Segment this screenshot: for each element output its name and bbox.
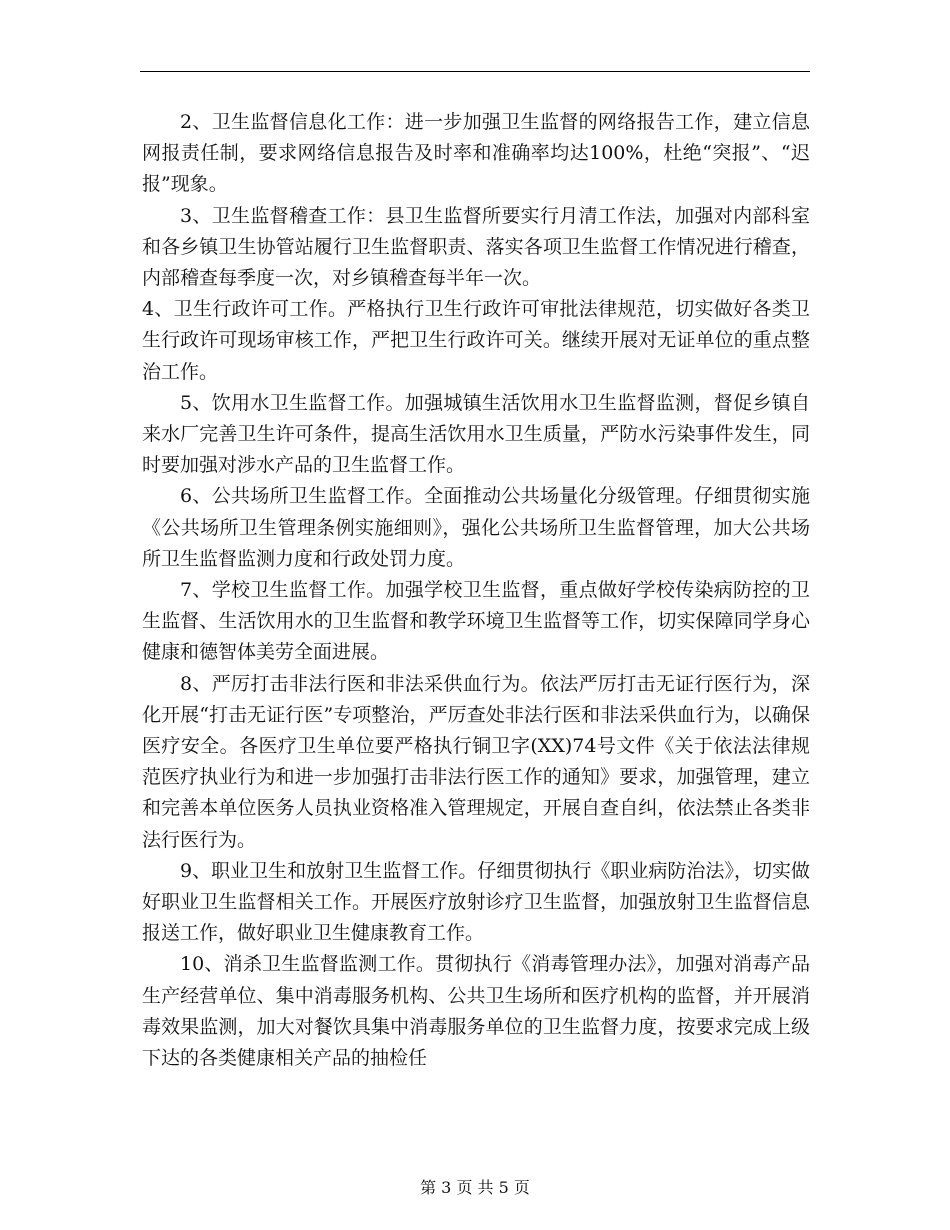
page-number-footer: 第 3 页 共 5 页 bbox=[420, 1178, 530, 1197]
paragraph-item-7: 7、学校卫生监督工作。加强学校卫生监督，重点做好学校传染病防控的卫生监督、生活饮用水的卫生监督和教学环境卫生监督等工作，切实保障同学身心健康和德智体美劳全面进展。 bbox=[142, 579, 810, 664]
paragraph-item-8: 8、严厉打击非法行医和非法采供血行为。依法严厉打击无证行医行为，深化开展“打击无证行医”专项整治，严厉查处非法行医和非法采供血行为，以确保医疗安全。各医疗卫生单位要严格执行铜卫字(XX)74号文件《关于依法法律规范医疗执业行为和进一步加强打击非法行医工作的通知》要求，加强管理，建立和完善本单位医务人员执业资格准入管理规定，开展自查自纠，依法禁止各类非法行医行为。 bbox=[142, 672, 810, 851]
paragraph-item-10: 10、消杀卫生监督监测工作。贯彻执行《消毒管理办法》，加强对消毒产品生产经营单位、集中消毒服务机构、公共卫生场所和医疗机构的监督，并开展消毒效果监测，加大对餐饮具集中消毒服务单位的卫生监督力度，按要求完成上级下达的各类健康相关产品的抽检任 bbox=[142, 953, 810, 1070]
paragraph-item-6: 6、公共场所卫生监督工作。全面推动公共场量化分级管理。仔细贯彻实施《公共场所卫生管理条例实施细则》，强化公共场所卫生监督管理，加大公共场所卫生监督监测力度和行政处罚力度。 bbox=[142, 485, 810, 570]
paragraph-item-9: 9、职业卫生和放射卫生监督工作。仔细贯彻执行《职业病防治法》，切实做好职业卫生监督相关工作。开展医疗放射诊疗卫生监督，加强放射卫生监督信息报送工作，做好职业卫生健康教育工作。 bbox=[142, 859, 810, 945]
paragraph-item-2: 2、卫生监督信息化工作：进一步加强卫生监督的网络报告工作，建立信息网报责任制，要求网络信息报告及时率和准确率均达100%，杜绝“突报”、“迟报”现象。 bbox=[142, 111, 810, 196]
paragraph-item-5: 5、饮用水卫生监督工作。加强城镇生活饮用水卫生监督监测，督促乡镇自来水厂完善卫生许可条件，提高生活饮用水卫生质量，严防水污染事件发生，同时要加强对涉水产品的卫生监督工作。 bbox=[142, 391, 810, 477]
document-body bbox=[142, 107, 810, 1074]
paragraph-item-3: 3、卫生监督稽查工作：县卫生监督所要实行月清工作法，加强对内部科室和各乡镇卫生协管站履行卫生监督职责、落实各项卫生监督工作情况进行稽查，内部稽查每季度一次，对乡镇稽查每半年一次。 bbox=[142, 204, 810, 290]
header-rule bbox=[140, 71, 810, 72]
paragraph-item-4: 4、卫生行政许可工作。严格执行卫生行政许可审批法律规范，切实做好各类卫生行政许可现场审核工作，严把卫生行政许可关。继续开展对无证单位的重点整治工作。 bbox=[142, 298, 810, 383]
